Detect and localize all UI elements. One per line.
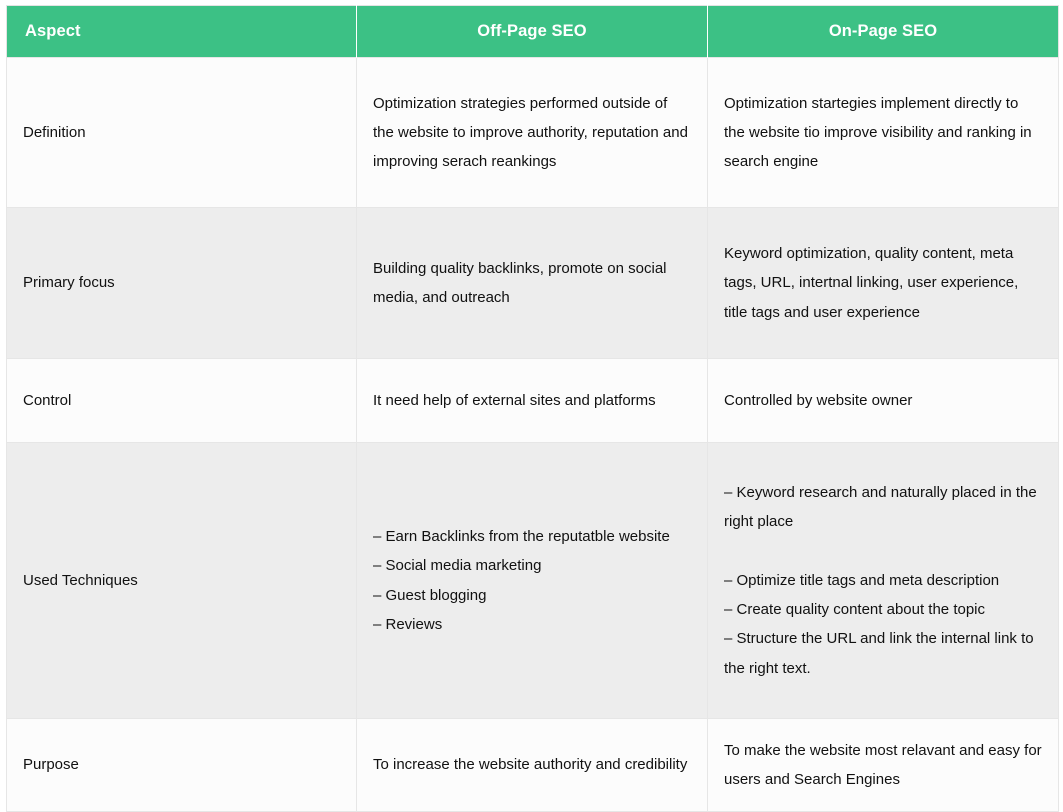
cell-on-page [708,208,1059,359]
on-page-technique-list [724,478,1042,683]
table-row [7,208,1059,359]
off-page-technique-list [373,522,691,639]
cell-off-page [357,359,708,443]
list-item: – Social media marketing [373,557,542,575]
cell-on-page [708,58,1059,208]
column-header-aspect: Aspect [7,6,357,58]
column-header-on-page-seo: On-Page SEO [708,6,1059,58]
off-page-text: It need help of external sites and platforms [373,391,656,409]
cell-aspect [7,719,357,812]
column-header-off-page-seo: Off-Page SEO [357,6,708,58]
cell-off-page [357,443,708,719]
cell-on-page [708,719,1059,812]
on-page-text: Optimization startegies implement directly to the website tio improve visibility and ranking in search engine [724,94,1032,171]
on-page-text: Controlled by website owner [724,391,913,409]
on-page-text: Keyword optimization, quality content, meta tags, URL, intertnal linking, user experience, title tags and user experience [724,245,1019,321]
cell-off-page [357,719,708,812]
table-row [7,58,1059,208]
aspect-label: Used Techniques [23,571,138,589]
list-item: – Earn Backlinks from the reputatble website [373,528,670,545]
off-page-text: To increase the website authority and credibility [373,756,688,774]
off-page-text: Building quality backlinks, promote on social media, and outreach [373,259,667,306]
aspect-label: Control [23,391,72,409]
off-page-text: Optimization strategies performed outside of the website to improve authority, reputation and improving serach reankings [373,94,688,171]
table-row [7,719,1059,812]
aspect-label: Primary focus [23,274,115,292]
cell-off-page [357,58,708,208]
table-row [7,359,1059,443]
cell-on-page [708,443,1059,719]
cell-aspect [7,359,357,443]
cell-aspect [7,443,357,719]
cell-off-page [357,208,708,359]
list-item: – Guest blogging [373,586,487,604]
cell-aspect [7,58,357,208]
aspect-label: Purpose [23,756,79,774]
cell-on-page [708,359,1059,443]
list-item: – Optimize title tags and meta description [724,571,1000,589]
table-body [7,58,1059,812]
list-item: – Reviews [373,615,443,633]
table-header [7,6,1059,58]
table-header-row [7,6,1059,58]
list-item: – Create quality content about the topic [724,601,986,619]
seo-comparison-table [6,5,1059,812]
aspect-label: Definition [23,123,86,141]
on-page-text: To make the website most relavant and easy for users and Search Engines [724,741,1042,788]
list-item: – Keyword research and naturally placed in the right place [724,484,1037,531]
list-item: – Structure the URL and link the internal link to the right text. [724,630,1034,677]
table-row [7,443,1059,719]
cell-aspect [7,208,357,359]
